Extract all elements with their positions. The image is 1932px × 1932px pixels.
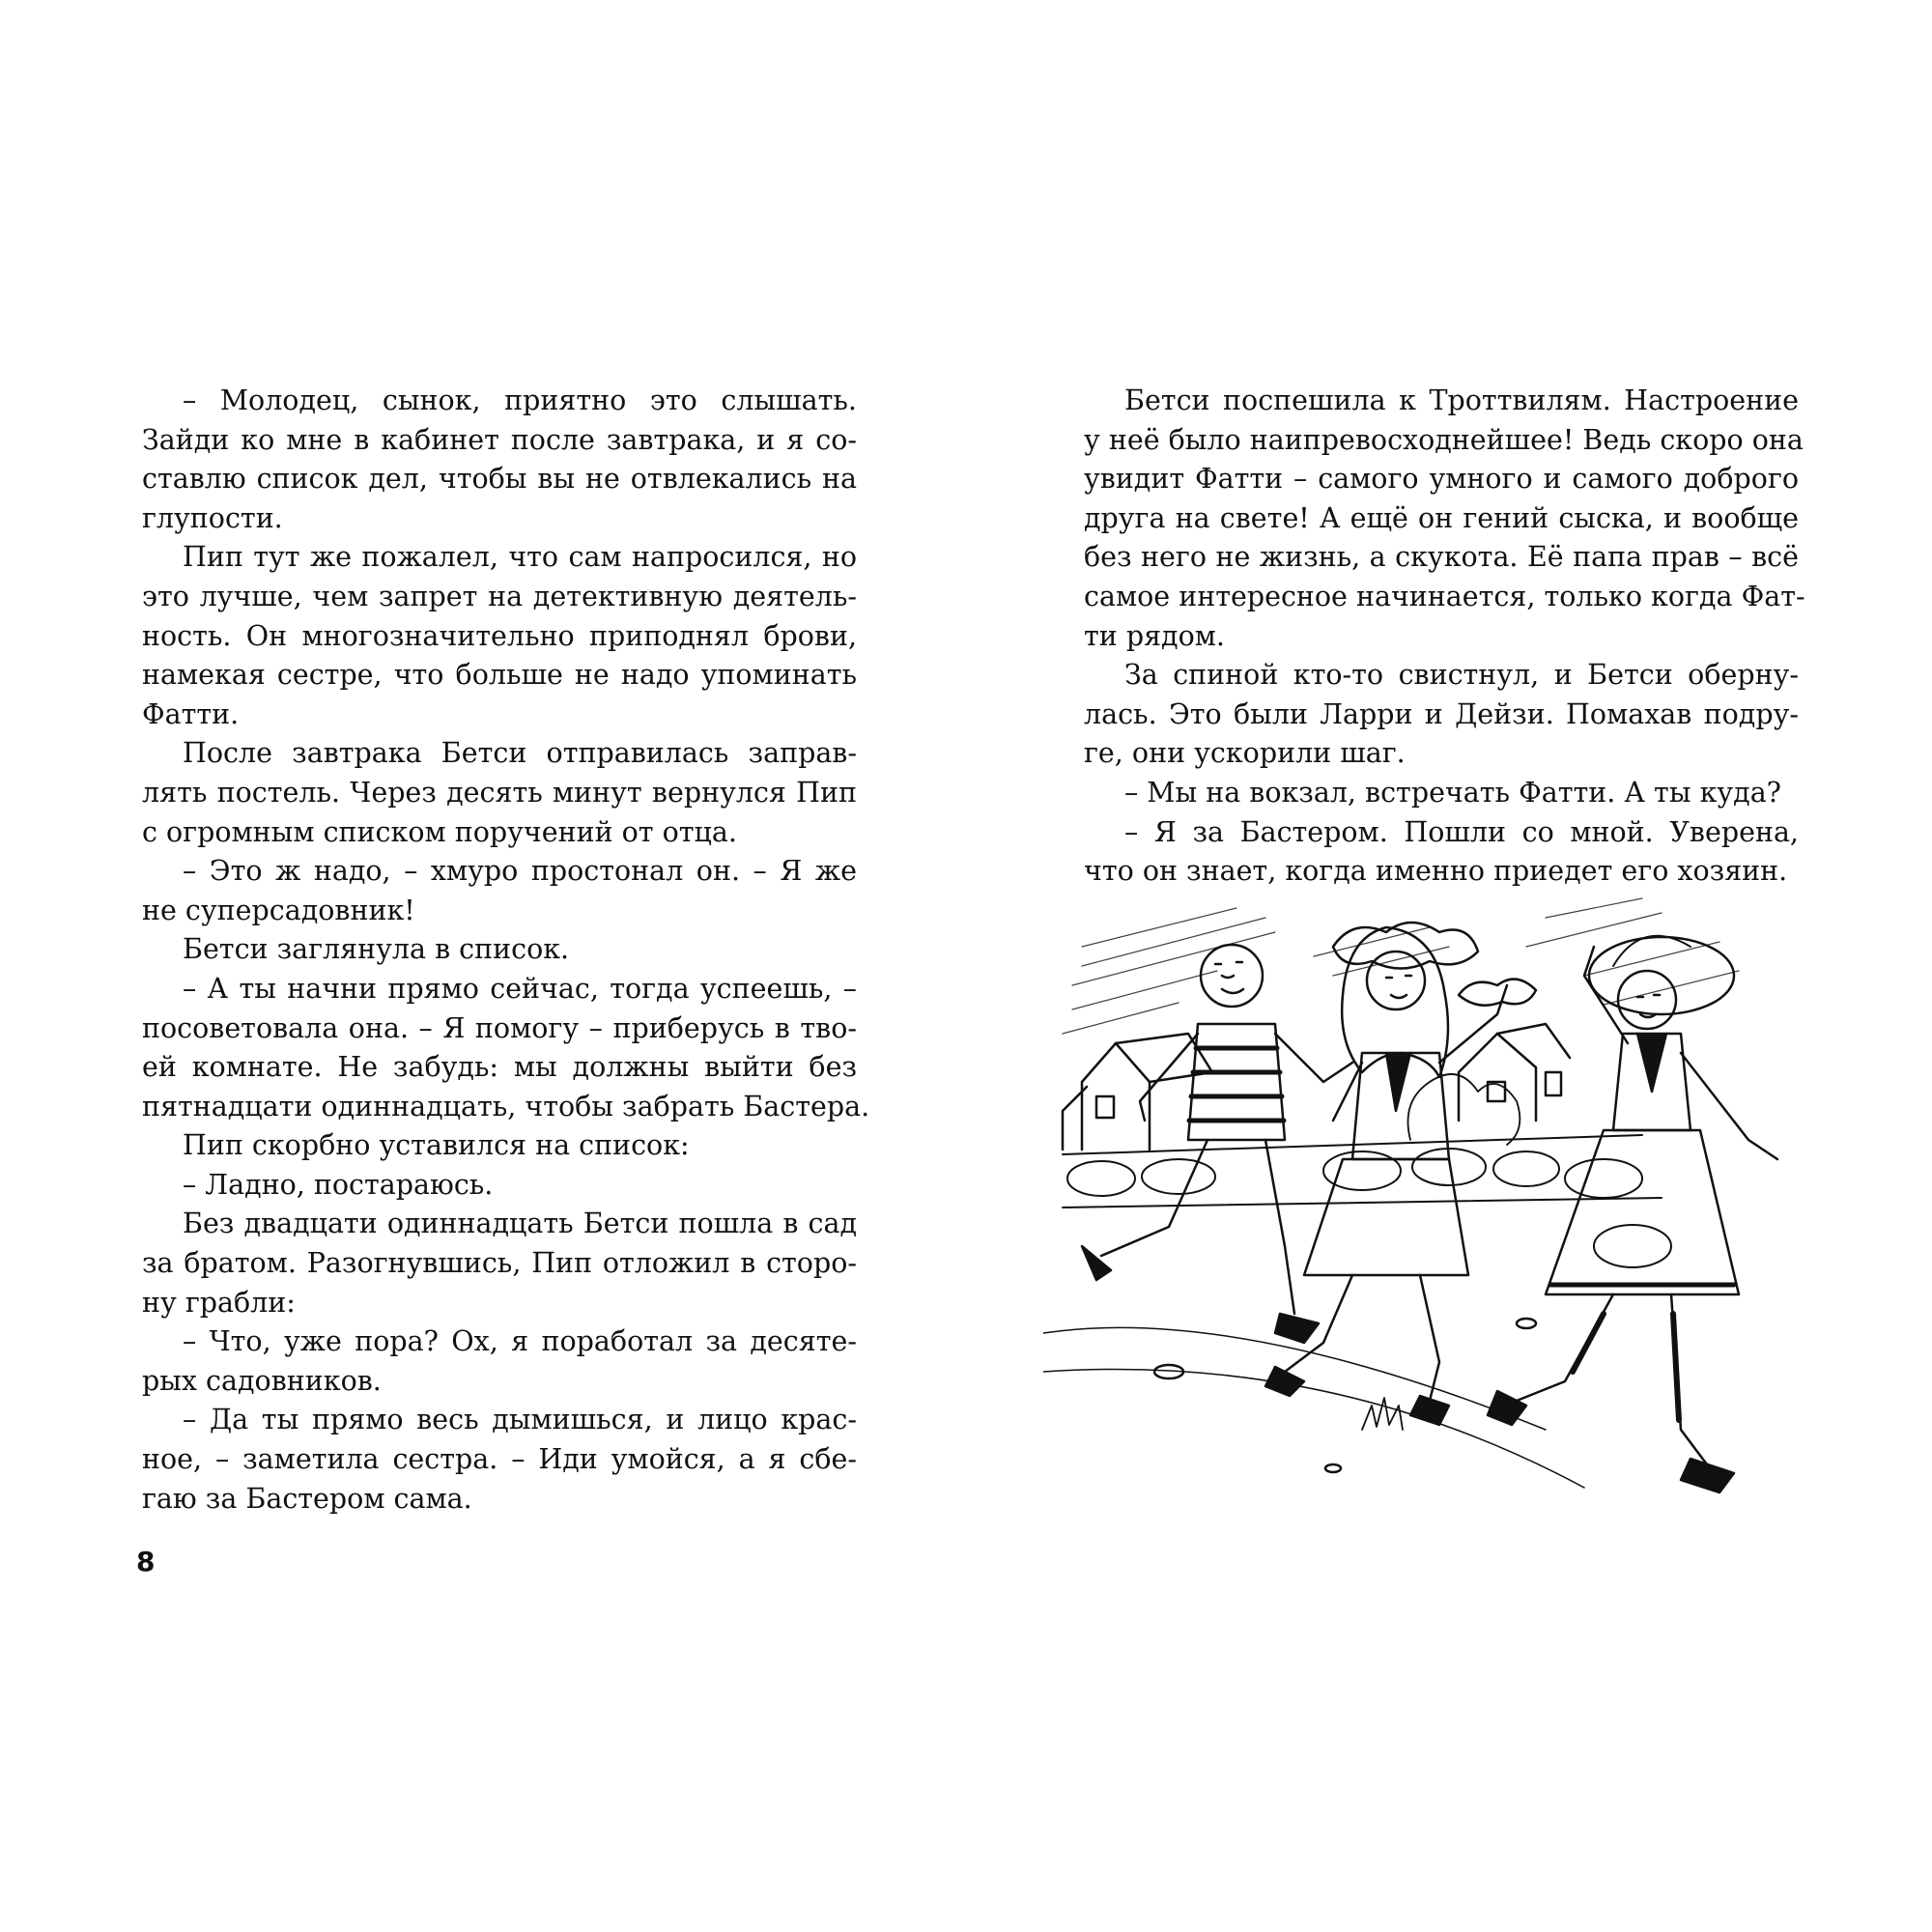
text-line: ставлю список дел, чтобы вы не отвлекались на: [142, 463, 857, 496]
text-line: Зайди ко мне в кабинет после завтрака, и я со-: [142, 423, 857, 456]
text-line: с огромным списком поручений от отца.: [142, 815, 737, 848]
text-line: ти рядом.: [1084, 619, 1225, 652]
text-line: за братом. Разогнувшись, Пип отложил в сторо-: [142, 1247, 857, 1280]
text-line: Пип скорбно уставился на список:: [183, 1129, 690, 1162]
text-line: намекая сестре, что больше не надо упоминать: [142, 659, 857, 692]
text-line: без него не жизнь, а скукота. Её папа прав – всё: [1084, 541, 1799, 574]
text-line: лась. Это были Ларри и Дейзи. Помахав подру-: [1084, 697, 1799, 730]
page-number: 8: [136, 1546, 156, 1577]
text-line: лять постель. Через десять минут вернулся Пип: [142, 776, 857, 809]
text-line: друга на свете! А ещё он гений сыска, и вообще: [1084, 501, 1799, 534]
text-line: – Молодец, сынок, приятно это слышать.: [183, 384, 857, 416]
text-line: – А ты начни прямо сейчас, тогда успеешь, –: [183, 972, 857, 1005]
text-line: За спиной кто-то свистнул, и Бетси оберну-: [1124, 659, 1799, 692]
text-line: Пип тут же пожалел, что сам напросился, но: [183, 541, 857, 574]
text-line: – Я за Бастером. Пошли со мной. Уверена,: [1124, 815, 1799, 848]
text-line: ность. Он многозначительно приподнял брови,: [142, 619, 857, 652]
text-line: Бетси поспешила к Троттвилям. Настроение: [1124, 384, 1799, 416]
text-line: пятнадцати одиннадцать, чтобы забрать Бастера.: [142, 1090, 870, 1122]
text-line: глупости.: [142, 501, 283, 534]
text-line: – Что, уже пора? Ох, я поработал за десяте-: [183, 1325, 857, 1358]
left-text-column: [142, 382, 870, 1519]
text-line: ей комнате. Не забудь: мы должны выйти без: [142, 1051, 857, 1084]
text-line: – Это ж надо, – хмуро простонал он. – Я же: [183, 855, 857, 888]
text-line: После завтрака Бетси отправилась заправ-: [183, 737, 857, 770]
text-line: гаю за Бастером сама.: [142, 1482, 472, 1515]
text-line: у неё было наипревосходнейшее! Ведь скоро она: [1084, 423, 1804, 456]
text-line: – Ладно, постараюсь.: [183, 1168, 494, 1201]
children-running-illustration: [1043, 889, 1845, 1497]
text-line: – Да ты прямо весь дымишься, и лицо крас-: [183, 1404, 857, 1436]
text-line: ну грабли:: [142, 1286, 296, 1319]
text-line: ное, – заметила сестра. – Иди умойся, а я сбе-: [142, 1443, 857, 1476]
text-line: не суперсадовник!: [142, 894, 415, 926]
text-line: что он знает, когда именно приедет его хозяин.: [1084, 855, 1788, 888]
text-line: рых садовников.: [142, 1364, 382, 1397]
text-line: это лучше, чем запрет на детективную деятель-: [142, 580, 857, 612]
text-line: посоветовала она. – Я помогу – приберусь в тво-: [142, 1011, 857, 1044]
text-line: – Мы на вокзал, встречать Фатти. А ты куда?: [1124, 776, 1781, 809]
text-line: самое интересное начинается, только когда Фат-: [1084, 580, 1805, 612]
text-line: Без двадцати одиннадцать Бетси пошла в сад: [183, 1208, 857, 1240]
right-text-column: [1084, 382, 1805, 892]
text-line: Бетси заглянула в список.: [183, 933, 570, 966]
text-line: увидит Фатти – самого умного и самого доброго: [1084, 463, 1799, 496]
text-line: Фатти.: [142, 697, 240, 730]
text-line: ге, они ускорили шаг.: [1084, 737, 1406, 770]
